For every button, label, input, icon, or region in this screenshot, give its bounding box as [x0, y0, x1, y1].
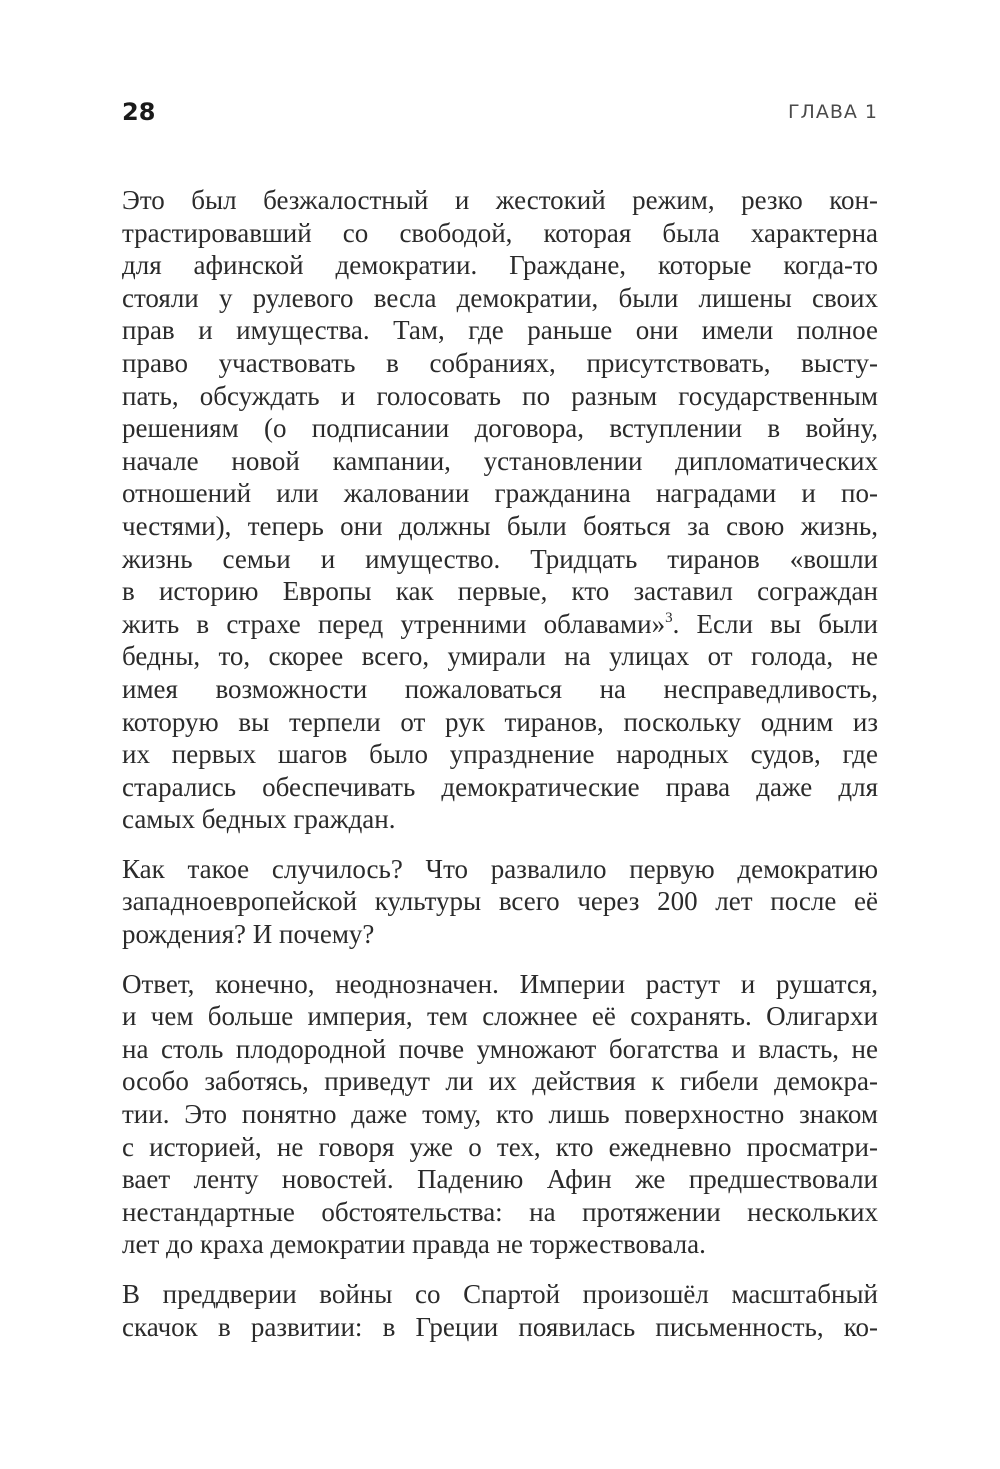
text-line: для афинской демократии. Граждане, которые когда-то: [122, 250, 878, 281]
text-line: рождения? И почему?: [122, 919, 375, 950]
text-segment: жить в страхе перед утренними облавами»: [122, 608, 666, 639]
body-text: [122, 184, 878, 1360]
text-line: и чем больше империя, тем сложнее её сохранять. Олигархи: [122, 1001, 878, 1032]
text-line: скачок в развитии: в Греции появилась письменность, ко-: [122, 1311, 878, 1342]
text-line: право участвовать в собраниях, присутствовать, высту-: [122, 347, 878, 378]
text-line: на столь плодородной почве умножают богатства и власть, не: [122, 1033, 878, 1064]
text-line: имея возможности пожаловаться на несправедливость,: [122, 673, 878, 704]
text-line: их первых шагов было упразднение народных судов, где: [122, 739, 878, 770]
text-line: лет до краха демократии правда не торжествовала.: [122, 1229, 706, 1260]
footnote-marker[interactable]: 3: [665, 609, 673, 626]
text-line: вает ленту новостей. Падению Афин же предшествовали: [122, 1164, 878, 1195]
text-line: старались обеспечивать демократические права даже для: [122, 771, 878, 802]
text-line: бедны, то, скорее всего, умирали на улицах от голода, не: [122, 641, 878, 672]
text-line: самых бедных граждан.: [122, 804, 396, 835]
text-line: в историю Европы как первые, кто заставил сограждан: [122, 576, 878, 607]
text-line: жизнь семьи и имущество. Тридцать тиранов «вошли: [122, 543, 878, 574]
text-line: с историей, не говоря уже о тех, кто ежедневно просматри-: [122, 1131, 878, 1162]
text-line: Как такое случилось? Что развалило первую демократию: [122, 853, 878, 884]
text-line: стояли у рулевого весла демократии, были лишены своих: [122, 282, 878, 313]
text-line: начале новой кампании, установлении дипломатических: [122, 445, 878, 476]
text-line: решениям (о подписании договора, вступлении в войну,: [122, 413, 878, 444]
text-line: Ответ, конечно, неоднозначен. Империи растут и рушатся,: [122, 968, 878, 999]
chapter-running-head: ГЛАВА 1: [787, 101, 878, 123]
text-line: тии. Это понятно даже тому, кто лишь поверхностно знаком: [122, 1099, 878, 1130]
paragraph-3: [122, 968, 878, 1261]
text-line: честями), теперь они должны были бояться за свою жизнь,: [122, 510, 878, 541]
text-line: особо заботясь, приведут ли их действия к гибели демокра-: [122, 1066, 878, 1097]
paragraph-4: [122, 1278, 878, 1343]
text-segment: . Если вы были: [672, 608, 878, 639]
text-line-with-footnote: [122, 608, 878, 641]
paragraph-1: [122, 184, 878, 836]
text-line: прав и имущества. Там, где раньше они имели полное: [122, 315, 878, 346]
text-line: В преддверии войны со Спартой произошёл масштабный: [122, 1279, 878, 1309]
page-number: 28: [122, 98, 156, 126]
text-line: отношений или жаловании гражданина наградами и по-: [122, 478, 878, 509]
text-line: нестандартные обстоятельства: на протяжении нескольких: [122, 1196, 878, 1227]
text-line: Это был безжалостный и жестокий режим, резко кон-: [122, 185, 878, 215]
paragraph-2: [122, 853, 878, 951]
page-header: [122, 96, 878, 136]
text-line: трастировавший со свободой, которая была характерна: [122, 217, 878, 248]
text-line: западноевропейской культуры всего через 200 лет после её: [122, 886, 878, 917]
text-line: пать, обсуждать и голосовать по разным государственным: [122, 380, 878, 411]
text-line: которую вы терпели от рук тиранов, поскольку одним из: [122, 706, 878, 737]
